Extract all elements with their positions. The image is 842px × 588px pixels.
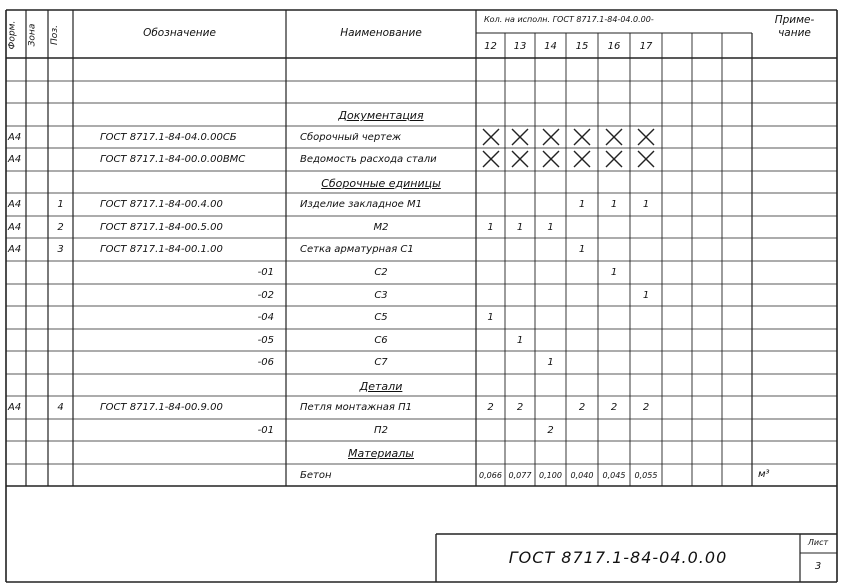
cross-mark-icon (604, 128, 624, 146)
row-format: A4 (8, 222, 22, 233)
row-name: Бетон (300, 470, 332, 481)
quantity-cell: 1 (516, 335, 524, 346)
cross-mark-icon (541, 128, 561, 146)
row-designation: -01 (257, 267, 274, 278)
cross-mark-icon (636, 128, 656, 146)
row-designation: ГОСТ 8717.1-84-00.9.00 (100, 402, 223, 413)
variant-header-13: 13 (513, 41, 527, 52)
row-designation: -01 (257, 425, 274, 436)
row-designation: -04 (257, 312, 274, 323)
row-designation: ГОСТ 8717.1-84-00.4.00 (100, 199, 223, 210)
quantity-cell: 2 (487, 402, 494, 413)
quantity-cell: 0,100 (539, 471, 562, 480)
quantity-cell: 0,077 (508, 471, 532, 480)
row-note: м³ (758, 469, 770, 480)
row-format: A4 (8, 154, 22, 165)
variant-header-15: 15 (575, 41, 589, 52)
header-position: Поз. (49, 25, 60, 45)
row-position: 3 (57, 244, 64, 255)
sheet-label: Лист (807, 538, 829, 547)
row-format: A4 (8, 402, 22, 413)
row-name: Петля монтажная П1 (300, 402, 412, 413)
row-name: П2 (374, 425, 388, 436)
variant-header-16: 16 (607, 41, 621, 52)
quantity-cell: 0,040 (570, 471, 594, 480)
row-designation: -06 (257, 357, 274, 368)
quantity-cell: 1 (487, 312, 494, 323)
row-designation: ГОСТ 8717.1-84-04.0.00СБ (100, 132, 237, 143)
header-designation: Обозначение (143, 27, 216, 39)
header-quantity: Кол. на исполн. ГОСТ 8717.1-84-04.0.00- (484, 15, 654, 24)
quantity-cell: 2 (547, 425, 554, 436)
row-name: С5 (374, 312, 388, 323)
row-format: A4 (8, 244, 22, 255)
header-name: Наименование (340, 27, 422, 39)
header-zone: Зона (27, 23, 38, 47)
header-format: Форм. (7, 20, 18, 50)
row-name: С3 (374, 290, 388, 301)
cross-mark-icon (636, 150, 656, 168)
row-name: Изделие закладное М1 (300, 199, 422, 210)
sheet-number: 3 (814, 561, 822, 572)
row-name: М2 (373, 222, 389, 233)
cross-mark-icon (510, 150, 530, 168)
row-format: A4 (8, 132, 22, 143)
variant-header-12: 12 (484, 41, 497, 52)
row-designation: ГОСТ 8717.1-84-00.1.00 (100, 244, 223, 255)
row-name: С6 (374, 335, 388, 346)
variant-header-14: 14 (544, 41, 557, 52)
section-title-documentation: Документация (338, 109, 424, 122)
quantity-cell: 1 (642, 199, 650, 210)
cross-mark-icon (510, 128, 530, 146)
row-name: С2 (374, 267, 388, 278)
quantity-cell: 0,055 (634, 471, 658, 480)
row-designation: ГОСТ 8717.1-84-00.5.00 (100, 222, 223, 233)
quantity-cell: 1 (547, 222, 554, 233)
section-title-materials: Материалы (348, 447, 414, 460)
row-designation: -02 (257, 290, 274, 301)
cross-mark-icon (481, 150, 501, 168)
variant-header-17: 17 (639, 41, 653, 52)
quantity-cell: 1 (610, 199, 618, 210)
quantity-cell: 1 (547, 357, 554, 368)
row-position: 1 (57, 199, 64, 210)
section-title-assemblies: Сборочные единицы (321, 177, 441, 190)
quantity-cell: 1 (487, 222, 494, 233)
quantity-cell: 2 (610, 402, 618, 413)
quantity-cell: 0,066 (479, 471, 502, 480)
cross-mark-icon (572, 150, 592, 168)
row-designation: ГОСТ 8717.1-84-00.0.00ВМС (100, 154, 246, 165)
row-name: С7 (374, 357, 388, 368)
cross-mark-icon (572, 128, 592, 146)
quantity-cell: 1 (578, 199, 586, 210)
cross-mark-icon (481, 128, 501, 146)
quantity-cell: 1 (516, 222, 524, 233)
cross-mark-icon (541, 150, 561, 168)
row-designation: -05 (257, 335, 274, 346)
header-note-line2: чание (778, 27, 811, 39)
quantity-cell: 1 (642, 290, 650, 301)
cross-mark-icon (604, 150, 624, 168)
row-position: 2 (57, 222, 64, 233)
section-title-details: Детали (359, 380, 403, 393)
quantity-cell: 2 (642, 402, 650, 413)
quantity-cell: 0,045 (602, 471, 626, 480)
quantity-cell: 1 (610, 267, 618, 278)
quantity-cell: 2 (516, 402, 524, 413)
row-name: Ведомость расхода стали (300, 154, 437, 165)
row-format: A4 (8, 199, 22, 210)
row-name: Сетка арматурная С1 (300, 244, 414, 255)
quantity-cell: 1 (578, 244, 586, 255)
document-number: ГОСТ 8717.1-84-04.0.00 (508, 548, 728, 567)
row-name: Сборочный чертеж (300, 132, 402, 143)
quantity-cell: 2 (578, 402, 586, 413)
row-position: 4 (57, 402, 64, 413)
header-note-line1: Приме- (774, 14, 815, 26)
